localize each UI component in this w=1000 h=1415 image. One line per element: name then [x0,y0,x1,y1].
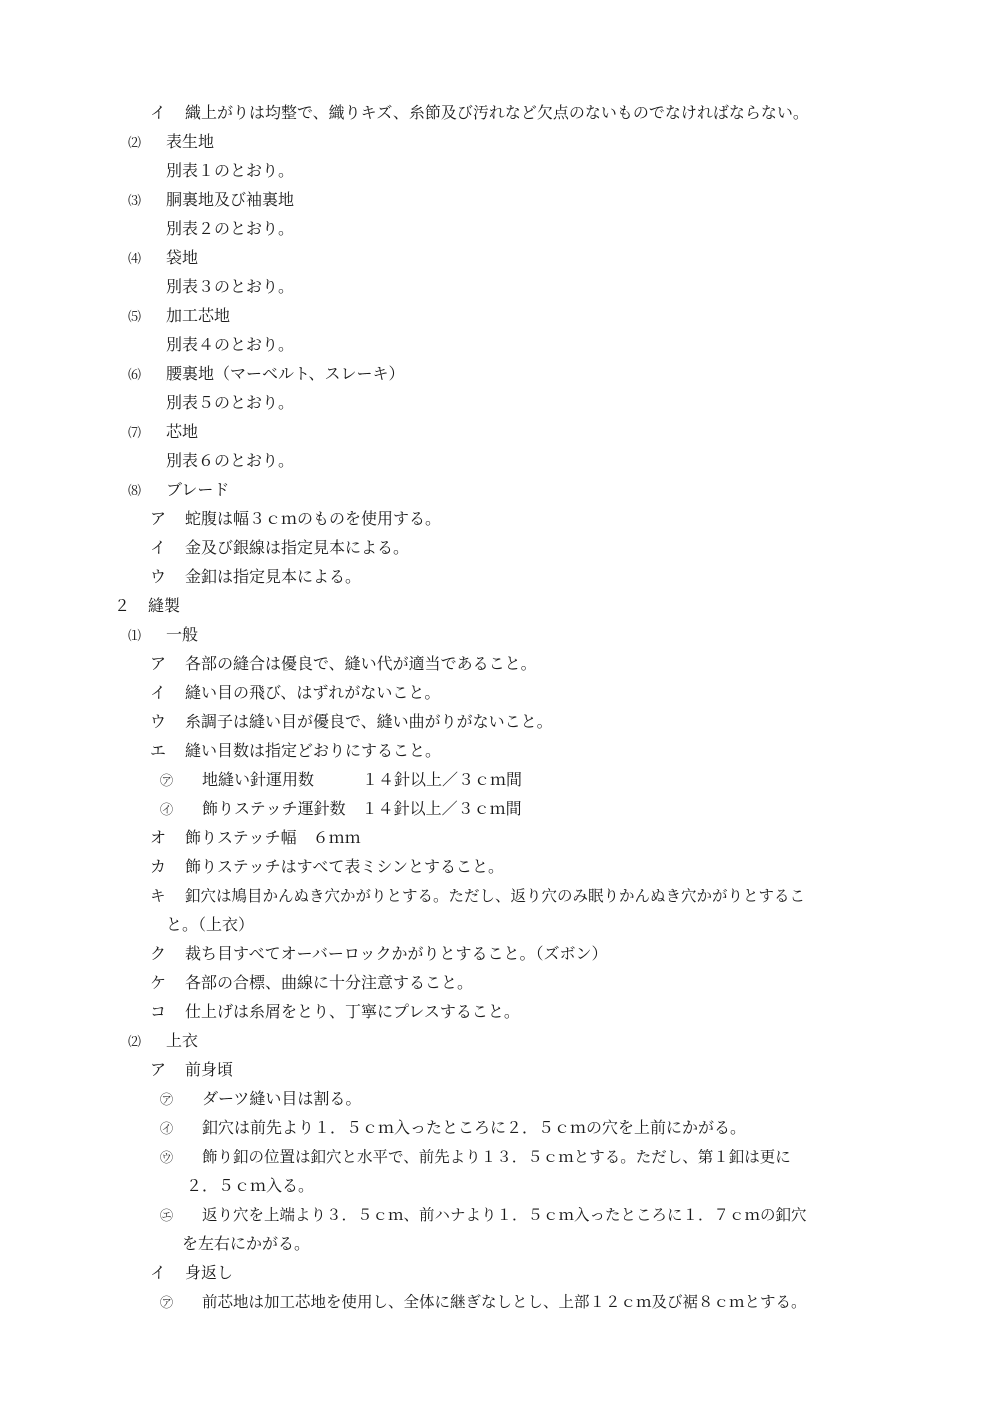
line-text: 織上がりは均整で、織りキズ、糸節及び汚れなど欠点のないものでなければならない。 [185,103,809,122]
line-text: 飾りステッチ幅 ６ｍｍ [185,828,361,847]
line-text: 一般 [166,625,199,644]
item-marker: ウ [150,712,167,731]
spec-line [166,915,254,935]
spec-line [150,509,441,529]
line-text: 胴裏地及び袖裏地 [166,190,295,209]
spec-line [150,683,440,703]
item-marker: ㋑ [160,803,174,818]
spec-line [128,480,229,500]
line-text: 腰裏地（マーベルト、スレーキ） [166,364,405,383]
item-marker: ２ [114,596,131,615]
line-text: 別表３のとおり。 [166,277,295,296]
item-marker: キ [150,887,166,905]
item-marker: ⑹ [128,368,142,383]
spec-line [128,248,198,268]
spec-line [160,770,522,790]
section-heading [114,596,180,616]
spec-line [166,161,294,181]
item-marker: ㋑ [160,1122,174,1137]
spec-line [150,944,608,964]
spec-line [160,1118,746,1138]
spec-line [150,538,409,558]
line-text: ２．５ｃｍ入る。 [186,1176,315,1195]
line-text: 仕上げは糸屑をとり、丁寧にプレスすること。 [185,1002,520,1021]
line-text: 飾り釦の位置は釦穴と水平で、前先より１３．５ｃｍとする。ただし、第１釦は更に [202,1148,791,1166]
item-marker: ㋓ [160,1209,174,1224]
spec-line [128,422,198,442]
item-marker: イ [150,1263,167,1282]
line-text: 各部の縫合は優良で、縫い代が適当であること。 [185,654,537,673]
spec-line [182,1234,310,1254]
spec-line [160,1205,807,1225]
spec-line [150,828,361,848]
spec-line [166,219,294,239]
spec-line [166,393,294,413]
item-marker: イ [150,103,167,122]
spec-line [150,741,441,761]
spec-line [160,1292,807,1312]
line-text: 糸調子は縫い目が優良で、縫い曲がりがないこと。 [185,712,553,731]
item-marker: ⑷ [128,252,142,267]
item-marker: コ [150,1002,167,1021]
spec-line [166,335,294,355]
item-marker: ⑶ [128,194,142,209]
line-text: と。（上衣） [166,915,255,934]
line-text: 芯地 [166,422,199,441]
spec-line [128,364,405,384]
spec-line [128,1031,198,1051]
line-text: 縫製 [148,596,181,615]
line-text: 身返し [185,1263,234,1282]
spec-line [128,306,230,326]
spec-line [160,799,522,819]
item-marker: ⑸ [128,310,142,325]
spec-line [128,132,214,152]
item-marker: ⑴ [128,629,142,644]
line-text: 前身頃 [185,1060,234,1079]
line-text: 表生地 [166,132,215,151]
line-text: ダーツ縫い目は割る。 [202,1089,362,1108]
spec-line [150,1060,233,1080]
spec-line [150,1263,233,1283]
spec-line [160,1089,361,1109]
item-marker: ㋐ [160,1093,174,1108]
line-text: 金及び銀線は指定見本による。 [185,538,410,557]
spec-line [150,103,809,123]
item-marker: イ [150,538,167,557]
item-marker: ⑺ [128,426,142,441]
line-text: 蛇腹は幅３ｃｍのものを使用する。 [185,509,442,528]
line-text: 別表１のとおり。 [166,161,295,180]
spec-line [150,857,504,877]
line-text: 別表２のとおり。 [166,219,295,238]
line-text: 別表４のとおり。 [166,335,295,354]
spec-line [128,190,294,210]
item-marker: エ [150,741,167,760]
line-text: 加工芯地 [166,306,231,325]
line-text: 釦穴は前先より１．５ｃｍ入ったところに２．５ｃｍの穴を上前にかがる。 [202,1118,747,1137]
item-marker: カ [150,857,167,876]
line-text: 地縫い針運用数 １４針以上／３ｃｍ間 [202,770,523,789]
item-marker: ㋒ [160,1151,174,1166]
item-marker: ㋐ [160,1296,174,1311]
item-marker: ⑵ [128,1035,142,1050]
spec-line [150,973,473,993]
spec-line [150,1002,520,1022]
item-marker: ア [150,509,167,528]
line-text: 別表５のとおり。 [166,393,295,412]
line-text: 各部の合標、曲線に十分注意すること。 [185,973,474,992]
line-text: 返り穴を上端より３．５ｃｍ、前ハナより１．５ｃｍ入ったところに１．７ｃｍの釦穴 [202,1206,807,1224]
line-text: 飾りステッチ運針数 １４針以上／３ｃｍ間 [202,799,522,818]
spec-line [150,654,537,674]
spec-line [186,1176,314,1196]
item-marker: オ [150,828,167,847]
line-text: 袋地 [166,248,199,267]
line-text: 別表６のとおり。 [166,451,295,470]
line-text: を左右にかがる。 [182,1234,311,1253]
line-text: 上衣 [166,1031,199,1050]
spec-line [150,712,553,732]
spec-line [150,567,361,587]
line-text: ブレード [166,480,230,499]
item-marker: ク [150,944,167,963]
item-marker: ⑵ [128,136,142,151]
item-marker: ウ [150,567,167,586]
spec-line [166,451,294,471]
line-text: 縫い目数は指定どおりにすること。 [185,741,442,760]
item-marker: ア [150,654,167,673]
line-text: 釦穴は鳩目かんぬき穴かがりとする。ただし、返り穴のみ眠りかんぬき穴かがりとするこ [185,887,806,905]
spec-line [166,277,294,297]
line-text: 前芯地は加工芯地を使用し、全体に継ぎなしとし、上部１２ｃｍ及び裾８ｃｍとする。 [202,1293,807,1311]
line-text: 飾りステッチはすべて表ミシンとすること。 [185,857,504,876]
line-text: 縫い目の飛び、はずれがないこと。 [185,683,441,702]
item-marker: ㋐ [160,774,174,789]
line-text: 金釦は指定見本による。 [185,567,362,586]
item-marker: ⑻ [128,484,142,499]
spec-line [150,886,805,906]
item-marker: イ [150,683,167,702]
spec-line [160,1147,791,1167]
line-text: 裁ち目すべてオーバーロックかがりとすること。（ズボン） [185,944,608,963]
item-marker: ア [150,1060,167,1079]
spec-line [128,625,198,645]
item-marker: ケ [150,973,167,992]
